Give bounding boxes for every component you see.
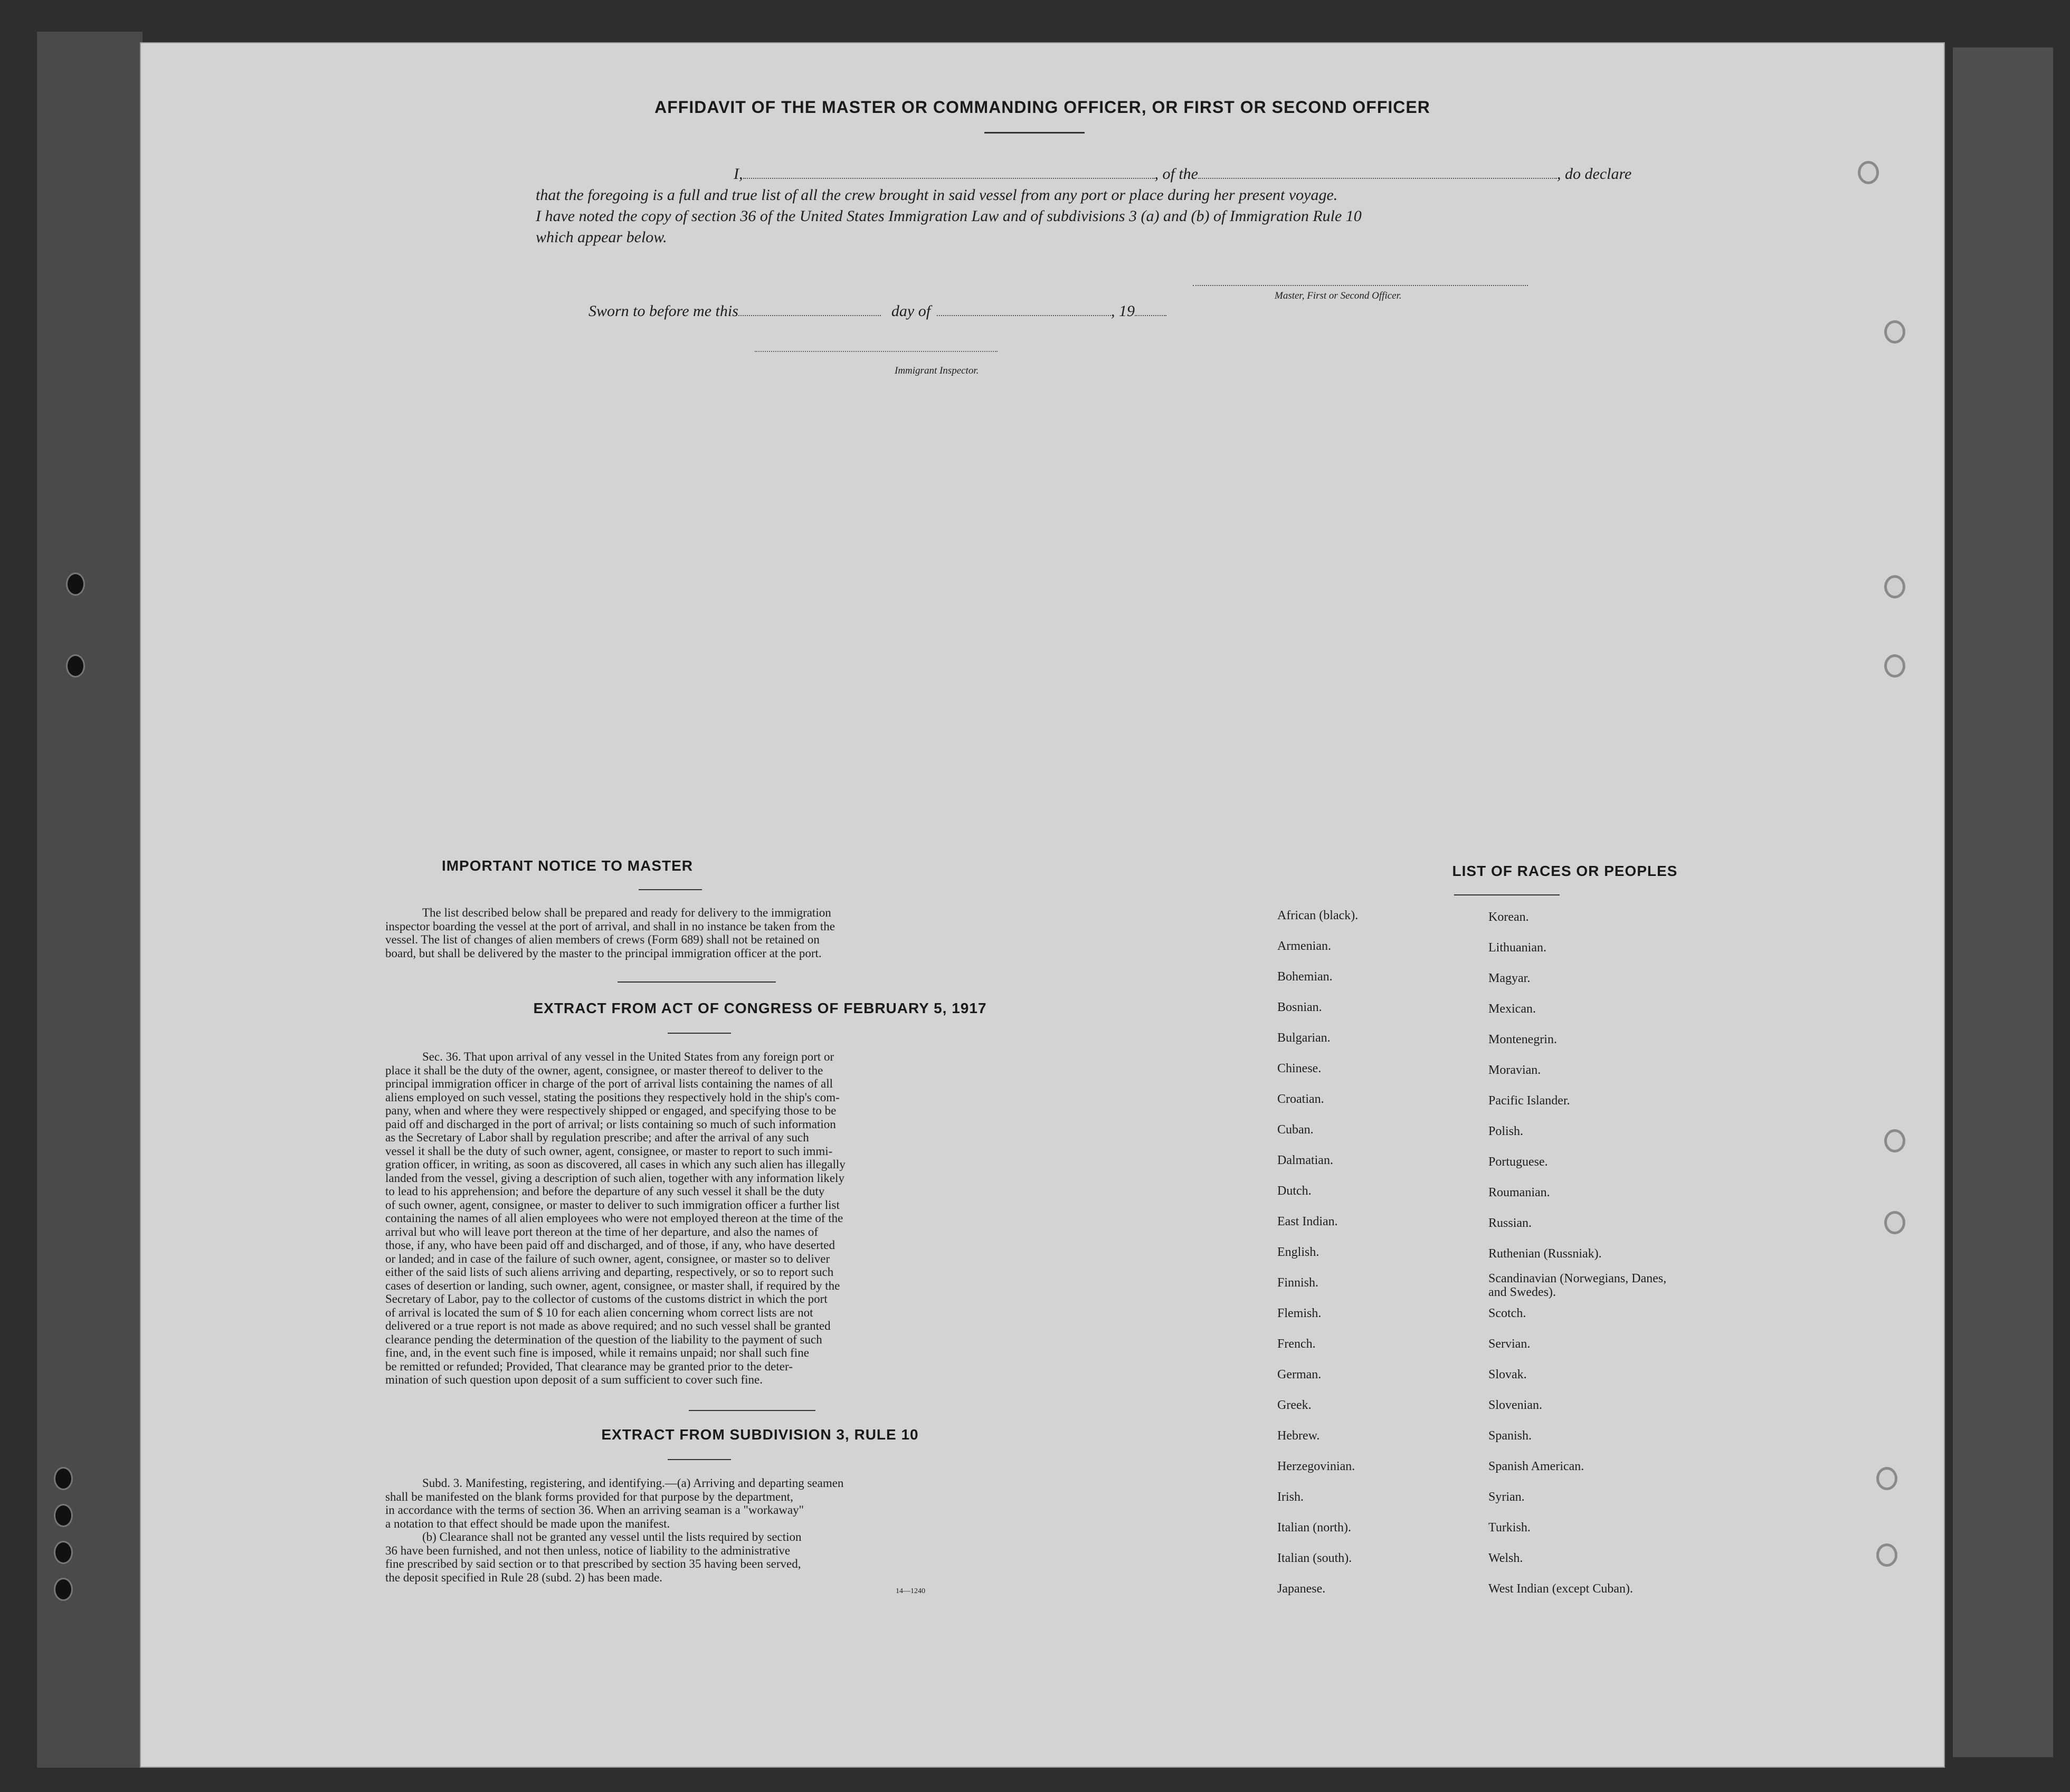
race-item: Montenegrin. — [1488, 1033, 1557, 1046]
race-item: Dutch. — [1277, 1184, 1312, 1198]
affidavit-line-3: I have noted the copy of section 36 of the United States Immigration Law and of subdivisions 3 (a) and (b) of Immigration Rule 10 — [536, 207, 1362, 225]
race-item: Irish. — [1277, 1490, 1304, 1504]
act-line: gration officer, in writing, as soon as discovered, all cases in which any such alien has illegally — [385, 1158, 846, 1171]
document-page — [140, 42, 1945, 1768]
act-line: either of the said lists of such aliens arriving and departing, respectively, or so to report such — [385, 1265, 834, 1279]
race-item: French. — [1277, 1337, 1316, 1351]
notice-line: inspector boarding the vessel at the port of arrival, and shall in no instance be taken from the — [385, 919, 835, 933]
race-item: Spanish. — [1488, 1429, 1532, 1443]
race-item: English. — [1277, 1245, 1319, 1259]
act-line: delivered or a true report is not made as above required; and no such vessel shall be granted — [385, 1319, 831, 1332]
act-line: cases of desertion or landing, such owner, agent, consignee, or master shall, if required by the — [385, 1279, 840, 1292]
race-item: Servian. — [1488, 1337, 1531, 1351]
day-of-text: day of — [891, 302, 931, 320]
affidavit-i: I, — [734, 165, 743, 183]
race-item: Greek. — [1277, 1398, 1312, 1412]
act-line: be remitted or refunded; Provided, That clearance may be granted prior to the deter- — [385, 1359, 793, 1373]
rule-line: a notation to that effect should be made upon the manifest. — [385, 1517, 670, 1530]
extract-act-title: EXTRACT FROM ACT OF CONGRESS OF FEBRUARY 5, 1917 — [533, 1000, 987, 1016]
race-item: Polish. — [1488, 1124, 1524, 1138]
race-item: Croatian. — [1277, 1092, 1324, 1106]
races-rule — [1454, 894, 1560, 895]
race-item: German. — [1277, 1368, 1322, 1381]
name-blank — [743, 178, 1155, 179]
rule-line: 36 have been furnished, and not then unless, notice of liability to the administrative — [385, 1543, 791, 1557]
race-item: Chinese. — [1277, 1062, 1322, 1075]
act-line: to lead to his apprehension; and before the departure of any such vessel it shall be the duty — [385, 1185, 825, 1198]
race-item: Slovak. — [1488, 1368, 1527, 1381]
act-line: Sec. 36. That upon arrival of any vessel in the United States from any foreign port or — [422, 1050, 834, 1063]
act-line: place it shall be the duty of the owner, agent, consignee, or master thereof to deliver to the — [385, 1063, 823, 1077]
race-item: Mexican. — [1488, 1002, 1536, 1016]
affidavit-title: AFFIDAVIT OF THE MASTER OR COMMANDING OFFICER, OR FIRST OR SECOND OFFICER — [654, 98, 1430, 117]
left-binding-strip — [37, 32, 143, 1768]
master-signature-line — [1193, 285, 1528, 286]
race-item: Syrian. — [1488, 1490, 1525, 1504]
notice-line: vessel. The list of changes of alien members of crews (Form 689) shall not be retained on — [385, 933, 820, 946]
notice-body — [385, 906, 1135, 960]
act-line: pany, when and where they were respectively shipped or engaged, and specifying those to be — [385, 1104, 837, 1117]
sworn-line — [588, 301, 1166, 322]
race-item: Portuguese. — [1488, 1155, 1548, 1169]
act-line: mination of such question upon deposit of a sum sufficient to cover such fine. — [385, 1373, 763, 1386]
rule-line: the deposit specified in Rule 28 (subd. 2) has been made. — [385, 1570, 663, 1584]
act-line: containing the names of all alien employees who were not employed thereon at the time of the — [385, 1212, 843, 1225]
form-number: 14—1240 — [896, 1587, 925, 1595]
race-item: Scandinavian (Norwegians, Danes, and Swedes). — [1488, 1272, 1667, 1299]
punch-hole — [1884, 575, 1905, 598]
punch-hole — [1858, 161, 1879, 184]
act-rule — [668, 1033, 731, 1034]
race-item: Herzegovinian. — [1277, 1460, 1355, 1473]
act-line: as the Secretary of Labor shall by regulation prescribe; and after the arrival of any such — [385, 1131, 809, 1144]
binding-hole — [54, 1578, 73, 1601]
act-line: arrival but who will leave port thereon at the time of her departure, and also the names of — [385, 1225, 819, 1238]
rule-rule — [668, 1459, 731, 1460]
inspector-label: Immigrant Inspector. — [895, 365, 979, 376]
month-blank — [937, 315, 1111, 316]
rule-line: fine prescribed by said section or to that prescribed by section 35 having been served, — [385, 1557, 801, 1570]
title-rule — [984, 132, 1085, 134]
race-item: Welsh. — [1488, 1551, 1523, 1565]
punch-hole — [1876, 1543, 1897, 1567]
section-rule — [618, 981, 776, 983]
binding-hole — [54, 1467, 73, 1490]
act-line: vessel it shall be the duty of such owner, agent, consignee, or master to report to such immi- — [385, 1144, 833, 1158]
extract-rule-title: EXTRACT FROM SUBDIVISION 3, RULE 10 — [601, 1426, 919, 1443]
binding-hole — [54, 1504, 73, 1527]
year-text: , 19 — [1111, 302, 1135, 320]
race-item: Slovenian. — [1488, 1398, 1542, 1412]
extract-rule-body — [385, 1476, 1135, 1584]
affidavit-line-4: which appear below. — [536, 228, 667, 246]
race-item: Pacific Islander. — [1488, 1094, 1570, 1108]
rule-line: (b) Clearance shall not be granted any vessel until the lists required by section — [422, 1530, 802, 1543]
race-item: Korean. — [1488, 910, 1529, 924]
act-line: those, if any, who have been paid off and discharged, and of those, if any, who have deserted — [385, 1238, 835, 1252]
punch-hole — [1876, 1467, 1897, 1490]
affidavit-of-the: , of the — [1154, 165, 1198, 183]
extract-act-body — [385, 1050, 1135, 1387]
race-item: Ruthenian (Russniak). — [1488, 1247, 1602, 1261]
race-item: Bohemian. — [1277, 970, 1333, 984]
race-item: Moravian. — [1488, 1063, 1541, 1077]
race-item: Flemish. — [1277, 1307, 1322, 1320]
affidavit-line-2: that the foregoing is a full and true list of all the crew brought in said vessel from any port or place during her present voyage. — [536, 186, 1338, 204]
section-rule — [689, 1410, 815, 1411]
race-item: Dalmatian. — [1277, 1154, 1333, 1167]
punch-hole — [1884, 654, 1905, 678]
notice-rule — [639, 889, 702, 890]
act-line: aliens employed on such vessel, stating the positions they respectively hold in the ship's com- — [385, 1090, 840, 1104]
race-item: Japanese. — [1277, 1582, 1326, 1596]
race-item: Bulgarian. — [1277, 1031, 1331, 1045]
affidavit-body — [536, 164, 1681, 248]
race-item: Hebrew. — [1277, 1429, 1320, 1443]
inspector-signature-line — [755, 351, 998, 352]
right-underlying-sheet — [1953, 47, 2053, 1757]
race-item: Scotch. — [1488, 1307, 1526, 1320]
affidavit-declare: , do declare — [1557, 165, 1632, 183]
races-title: LIST OF RACES OR PEOPLES — [1452, 863, 1678, 879]
race-item: Finnish. — [1277, 1276, 1319, 1290]
race-item: African (black). — [1277, 909, 1359, 922]
notice-line: board, but shall be delivered by the master to the principal immigration officer at the port. — [385, 946, 822, 960]
act-line: principal immigration officer in charge of the port of arrival lists containing the names of all — [385, 1077, 833, 1090]
act-line: of such owner, agent, consignee, or master to deliver to such immigration officer a further list — [385, 1198, 840, 1212]
day-blank — [738, 315, 881, 316]
sworn-text: Sworn to before me this — [588, 302, 738, 320]
race-item: Roumanian. — [1488, 1186, 1550, 1199]
binding-hole — [66, 654, 85, 678]
punch-hole — [1884, 320, 1905, 344]
race-item: Italian (south). — [1277, 1551, 1352, 1565]
race-item: Turkish. — [1488, 1521, 1531, 1534]
race-item: Armenian. — [1277, 939, 1331, 953]
race-item: East Indian. — [1277, 1215, 1338, 1228]
punch-hole — [1884, 1211, 1905, 1234]
vessel-blank — [1198, 178, 1557, 179]
race-item: Bosnian. — [1277, 1000, 1322, 1014]
rule-line: Subd. 3. Manifesting, registering, and identifying.—(a) Arriving and departing seamen — [422, 1476, 844, 1490]
notice-line: The list described below shall be prepared and ready for delivery to the immigration — [422, 906, 831, 919]
affidavit-line-1 — [536, 164, 1681, 185]
year-blank — [1135, 315, 1166, 316]
race-item: Cuban. — [1277, 1123, 1314, 1137]
binding-hole — [54, 1541, 73, 1564]
master-label: Master, First or Second Officer. — [1275, 290, 1402, 301]
notice-title: IMPORTANT NOTICE TO MASTER — [441, 857, 694, 874]
act-line: landed from the vessel, giving a description of such alien, together with any information likely — [385, 1171, 844, 1185]
act-line: paid off and discharged in the port of arrival; or lists containing so much of such information — [385, 1117, 836, 1131]
binding-hole — [66, 573, 85, 596]
act-line: Secretary of Labor, pay to the collector of customs of the customs district in which the port — [385, 1292, 828, 1305]
race-item: Magyar. — [1488, 971, 1531, 985]
race-item: West Indian (except Cuban). — [1488, 1582, 1633, 1596]
act-line: fine, and, in the event such fine is imposed, while it remains unpaid; nor shall such fine — [385, 1346, 809, 1359]
race-item: Russian. — [1488, 1216, 1532, 1230]
punch-hole — [1884, 1129, 1905, 1152]
race-item: Italian (north). — [1277, 1521, 1351, 1534]
act-line: or landed; and in case of the failure of such owner, agent, consignee, or master so to deliver — [385, 1252, 830, 1265]
rule-line: in accordance with the terms of section 36. When an arriving seaman is a "workaway" — [385, 1503, 804, 1517]
act-line: of arrival is located the sum of $ 10 for each alien concerning whom correct lists are not — [385, 1305, 813, 1319]
race-item: Lithuanian. — [1488, 941, 1546, 955]
rule-line: shall be manifested on the blank forms provided for that purpose by the department, — [385, 1490, 793, 1503]
race-item: Spanish American. — [1488, 1460, 1584, 1473]
act-line: clearance pending the determination of the question of the liability to the payment of such — [385, 1332, 822, 1346]
